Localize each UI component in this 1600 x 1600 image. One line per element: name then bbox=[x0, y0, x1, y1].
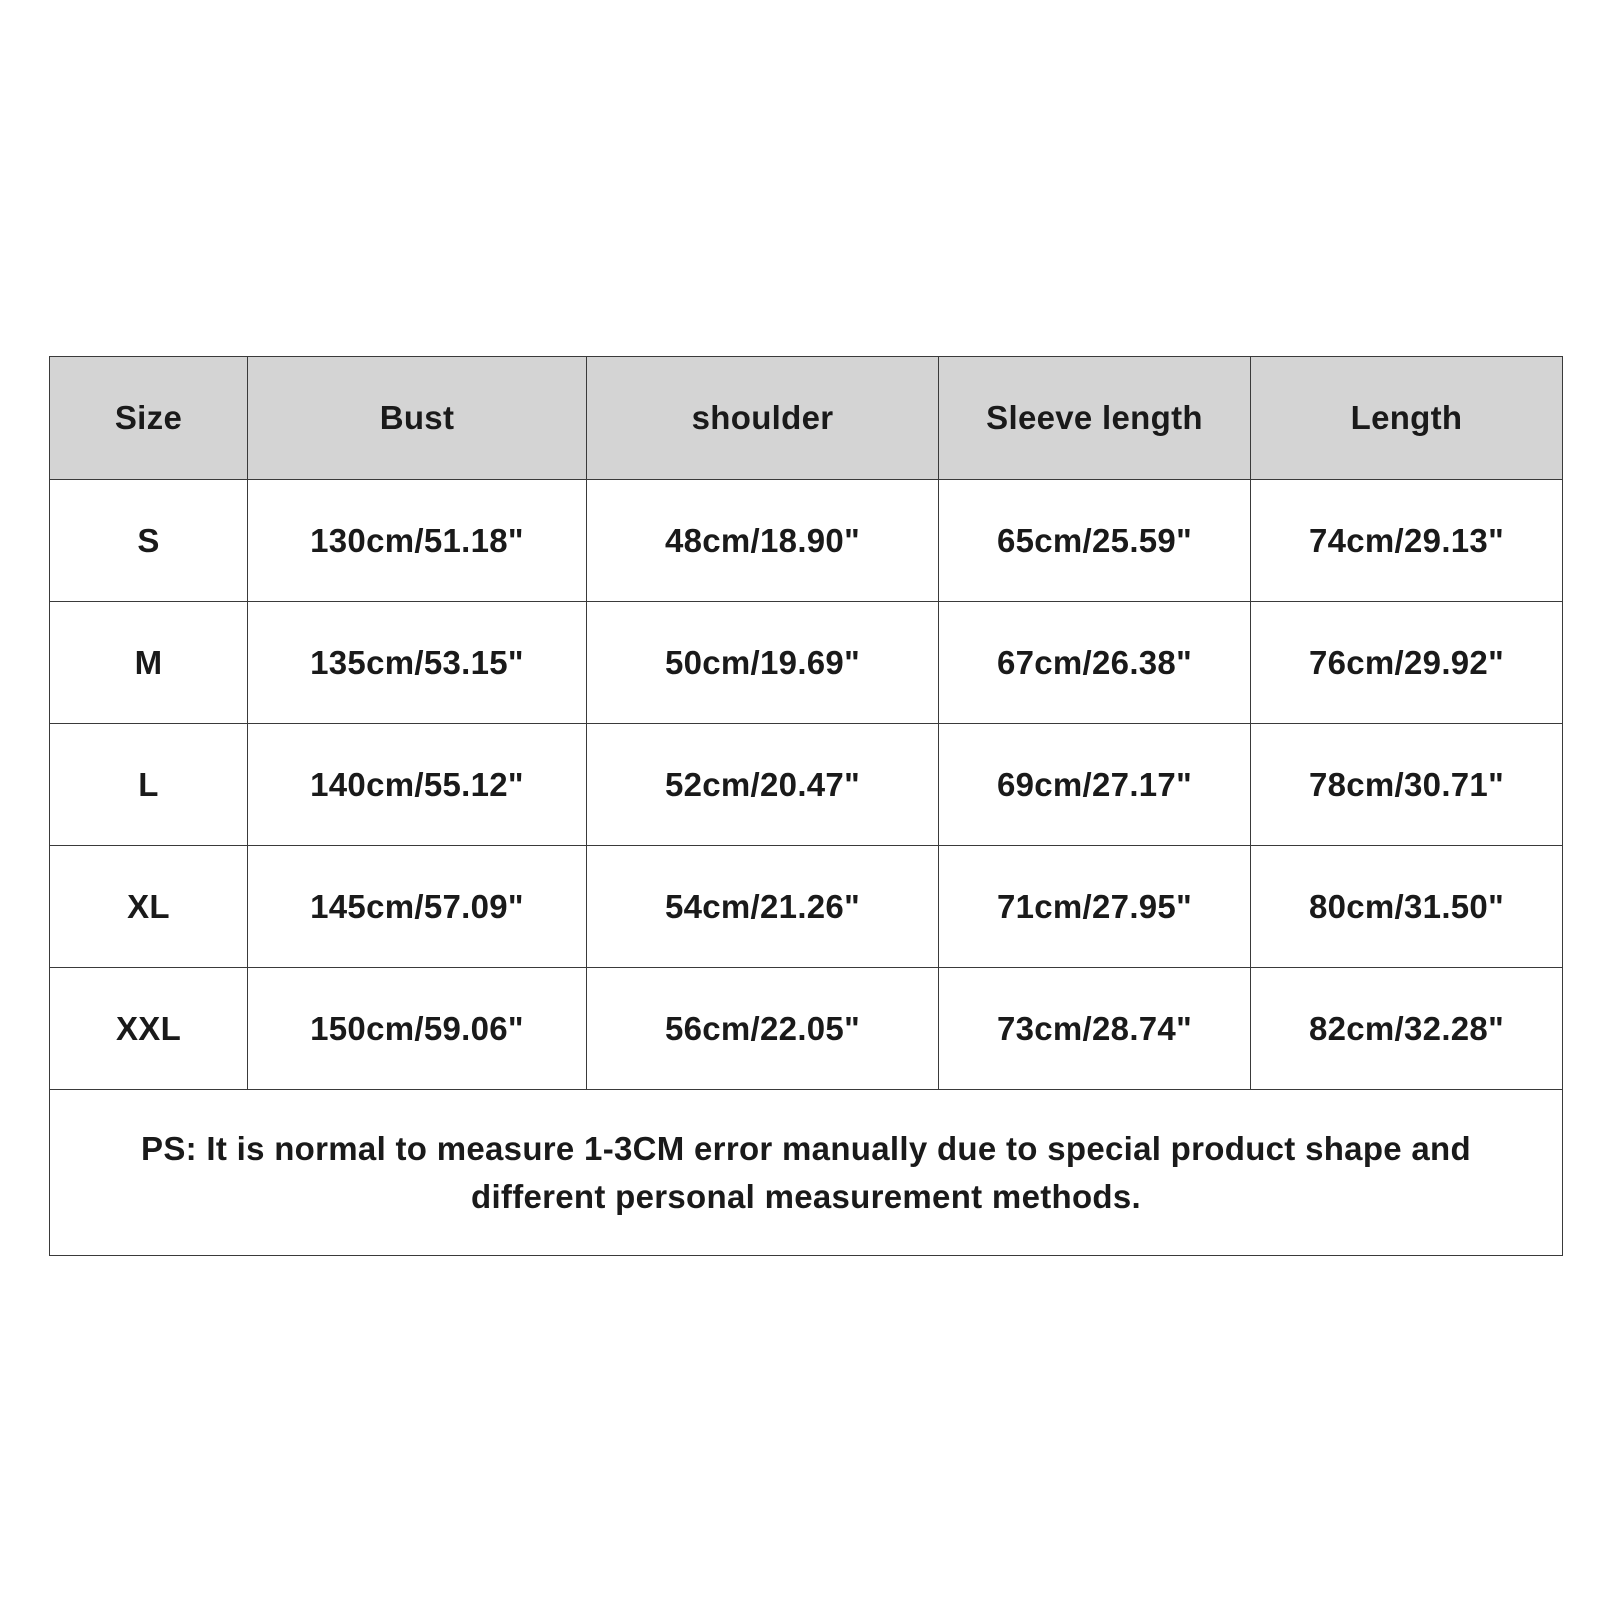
cell-size: L bbox=[50, 724, 248, 846]
cell-sleeve-length: 69cm/27.17" bbox=[939, 724, 1251, 846]
header-length: Length bbox=[1251, 357, 1563, 480]
header-bust: Bust bbox=[248, 357, 587, 480]
size-chart-table bbox=[49, 356, 1563, 1256]
cell-bust: 145cm/57.09" bbox=[248, 846, 587, 968]
cell-size: XXL bbox=[50, 968, 248, 1090]
cell-sleeve-length: 65cm/25.59" bbox=[939, 480, 1251, 602]
cell-shoulder: 50cm/19.69" bbox=[587, 602, 939, 724]
cell-bust: 130cm/51.18" bbox=[248, 480, 587, 602]
header-row bbox=[50, 357, 1563, 480]
table-row bbox=[50, 724, 1563, 846]
note-row bbox=[50, 1090, 1563, 1256]
cell-size: XL bbox=[50, 846, 248, 968]
header-shoulder: shoulder bbox=[587, 357, 939, 480]
cell-sleeve-length: 71cm/27.95" bbox=[939, 846, 1251, 968]
cell-shoulder: 54cm/21.26" bbox=[587, 846, 939, 968]
cell-shoulder: 56cm/22.05" bbox=[587, 968, 939, 1090]
cell-shoulder: 52cm/20.47" bbox=[587, 724, 939, 846]
cell-length: 82cm/32.28" bbox=[1251, 968, 1563, 1090]
table-row bbox=[50, 602, 1563, 724]
cell-bust: 135cm/53.15" bbox=[248, 602, 587, 724]
cell-sleeve-length: 73cm/28.74" bbox=[939, 968, 1251, 1090]
cell-size: S bbox=[50, 480, 248, 602]
cell-shoulder: 48cm/18.90" bbox=[587, 480, 939, 602]
cell-length: 74cm/29.13" bbox=[1251, 480, 1563, 602]
cell-size: M bbox=[50, 602, 248, 724]
cell-length: 76cm/29.92" bbox=[1251, 602, 1563, 724]
note-line-1: PS: It is normal to measure 1-3CM error manually due to special product shape and bbox=[141, 1129, 1471, 1167]
table-row bbox=[50, 480, 1563, 602]
measurement-note bbox=[50, 1090, 1563, 1256]
header-sleeve-length: Sleeve length bbox=[939, 357, 1251, 480]
note-line-2: different personal measurement methods. bbox=[470, 1177, 1142, 1215]
cell-bust: 140cm/55.12" bbox=[248, 724, 587, 846]
table-row bbox=[50, 846, 1563, 968]
cell-length: 78cm/30.71" bbox=[1251, 724, 1563, 846]
cell-sleeve-length: 67cm/26.38" bbox=[939, 602, 1251, 724]
table-row bbox=[50, 968, 1563, 1090]
header-size: Size bbox=[50, 357, 248, 480]
cell-length: 80cm/31.50" bbox=[1251, 846, 1563, 968]
cell-bust: 150cm/59.06" bbox=[248, 968, 587, 1090]
